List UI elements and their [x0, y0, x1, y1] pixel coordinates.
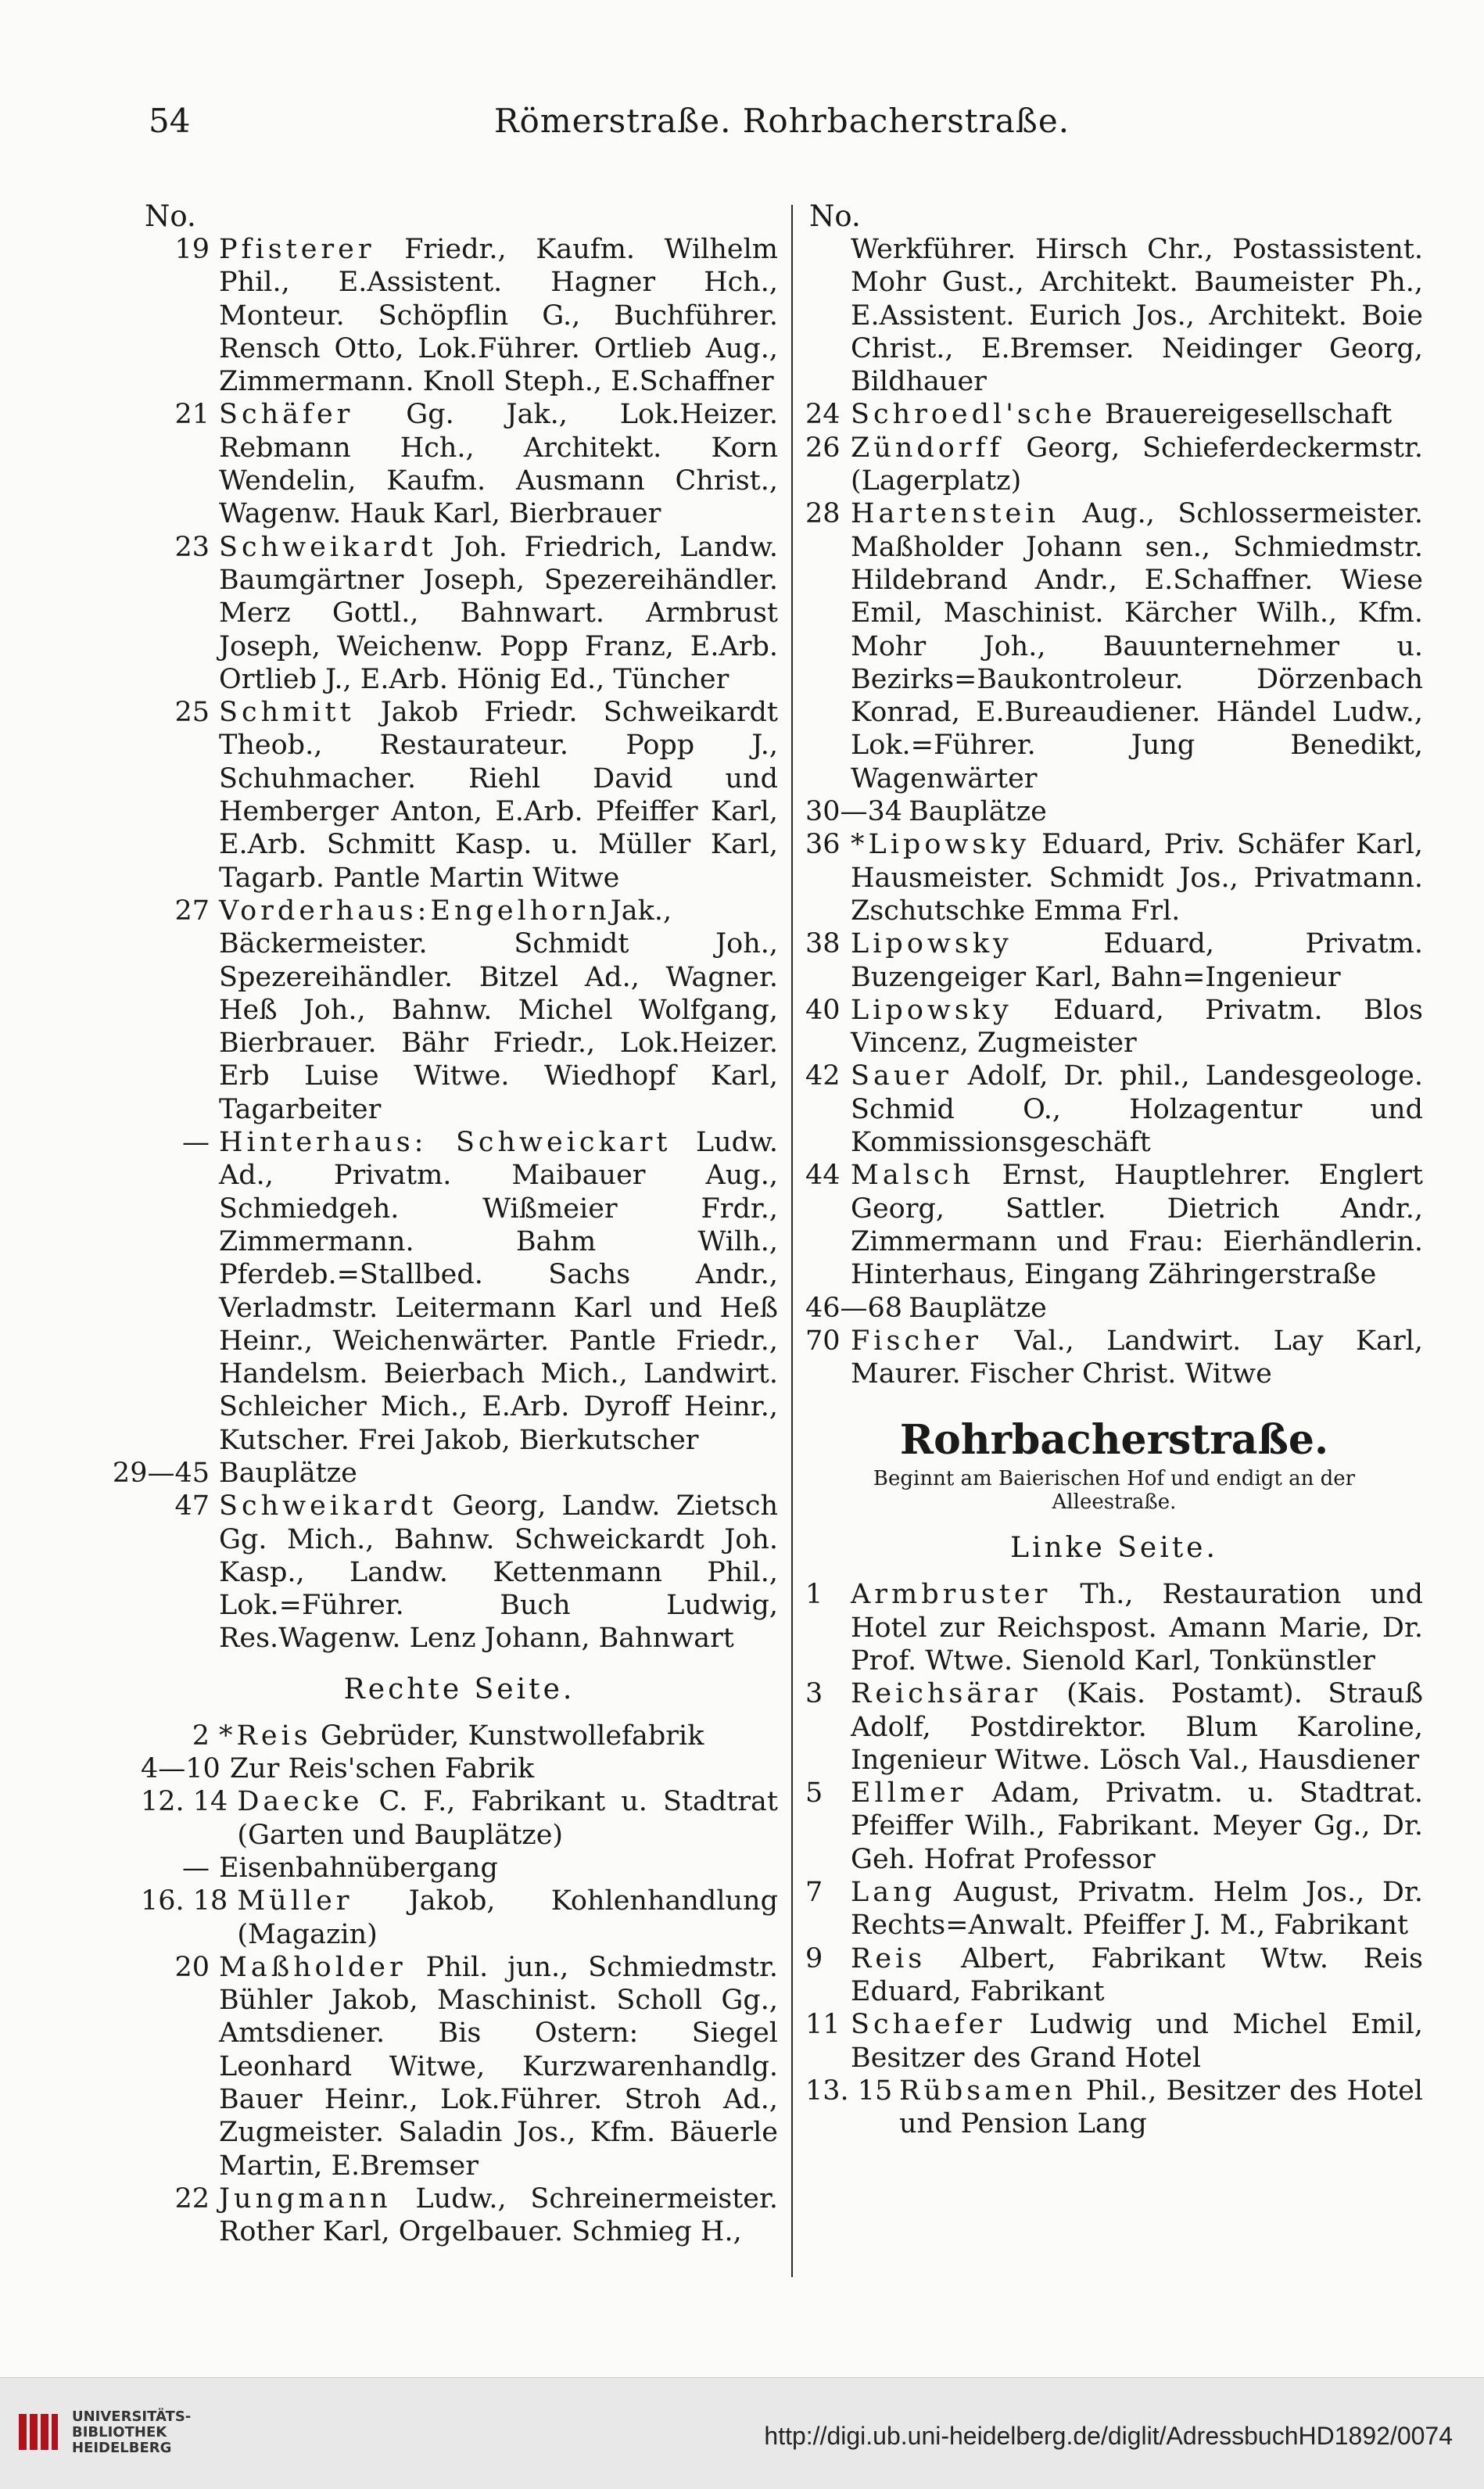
entry-occupants: Bauplätze: [219, 1457, 357, 1489]
entry-lead-name: Sauer: [851, 1060, 952, 1092]
entry-text: [851, 1325, 1423, 1391]
entry-lead-name: *Reis: [219, 1720, 312, 1752]
entry-occupants: Georg, Landw. Zietsch Gg. Mich., Bahnw. Schweickardt Joh. Kasp., Landw. Kettenmann Phil., Lok.=Führer. Buch Ludwig, Res.Wagenw. Lenz Johann, Bahnwart: [219, 1490, 778, 1655]
entry-occupants: Eduard, Privatm. Buzengeiger Karl, Bahn=Ingenieur: [851, 928, 1423, 993]
address-entry: [805, 828, 1423, 927]
address-entry: [805, 994, 1423, 1060]
entry-text: [851, 1677, 1423, 1777]
entry-occupants: Werkführer. Hirsch Chr., Postassistent. Mohr Gust., Architekt. Baumeister Ph., E.Assistent. Eurich Jos., Architekt. Boie Christ., E.Bremser. Neidinger Georg, Bildhauer: [851, 234, 1423, 398]
house-number: 4—10: [141, 1753, 220, 1785]
address-entry: [141, 895, 778, 1126]
entry-text: [219, 1951, 778, 2182]
entry-text: [219, 2182, 778, 2249]
address-entry: [141, 1785, 778, 1852]
entry-text: [851, 1876, 1423, 1942]
entry-occupants: Adam, Privatm. u. Stadtrat. Pfeiffer Wilh., Fabrikant. Meyer Gg., Dr. Geh. Hofrat Professor: [851, 1777, 1423, 1875]
house-number: 13. 15: [805, 2075, 893, 2107]
entry-lead-name: Hartenstein: [851, 498, 1059, 530]
house-number: 5: [805, 1777, 823, 1809]
house-number: 2: [192, 1720, 210, 1752]
entry-lead-name: Jungmann: [219, 2182, 392, 2215]
address-entry: [805, 795, 1423, 828]
entry-text: [219, 895, 778, 1126]
entry-text: [851, 1777, 1423, 1876]
house-number: 44: [805, 1160, 841, 1192]
entry-text: [219, 1490, 778, 1655]
address-entry: [141, 531, 778, 696]
house-number: —: [182, 1127, 210, 1159]
entry-list: [805, 1578, 1423, 2140]
entry-lead-name: Müller: [237, 1885, 353, 1917]
address-entry: [805, 1942, 1423, 2009]
house-number: 36: [805, 829, 841, 861]
entry-lead-name: Schaefer: [851, 2009, 1006, 2041]
entry-text: [851, 1060, 1423, 1159]
page-number: 54: [149, 102, 191, 140]
entry-list: [805, 233, 1423, 1390]
entry-text: [219, 531, 778, 696]
entry-lead-name: Schmitt: [219, 697, 355, 729]
entry-occupants: Gebrüder, Kunstwollefabrik: [311, 1720, 704, 1752]
house-number: 16. 18: [141, 1885, 228, 1917]
entry-occupants: Ludwig und Michel Emil, Besitzer des Grand Hotel: [851, 2009, 1423, 2074]
entry-occupants: Albert, Fabrikant Wtw. Reis Eduard, Fabrikant: [851, 1942, 1423, 2007]
house-number: 25: [174, 697, 210, 729]
footer-bar: [0, 2377, 1484, 2489]
address-entry: [805, 1060, 1423, 1159]
entry-lead-name: Reis: [851, 1942, 927, 1974]
address-entry: [805, 1159, 1423, 1291]
house-number: 40: [805, 994, 841, 1026]
entry-occupants: (Kais. Postamt). Strauß Adolf, Postdirektor. Blum Karoline, Ingenieur Witwe. Lösch Val., Hausdiener: [851, 1678, 1423, 1776]
side-heading-rechte-seite: Rechte Seite.: [343, 1673, 575, 1705]
entry-occupants: Eduard, Privatm. Blos Vincenz, Zugmeister: [851, 994, 1423, 1060]
entry-occupants: Adolf, Dr. phil., Landesgeologe. Schmid O., Holzagentur und Kommissionsgeschäft: [851, 1060, 1423, 1159]
address-entry: [805, 2075, 1423, 2141]
entry-text: [219, 1457, 778, 1490]
entry-occupants: Jakob, Kohlenhandlung (Magazin): [237, 1885, 778, 1950]
source-url-link[interactable]: http://digi.ub.uni-heidelberg.de/diglit/AdressbuchHD1892/0074: [764, 2422, 1453, 2450]
entry-text: [851, 2008, 1423, 2075]
entry-list: [141, 1720, 778, 2249]
entry-occupants: Bauplätze: [909, 796, 1047, 828]
entry-lead-name: Maßholder: [219, 1951, 407, 1983]
entry-occupants: Brauereigesellschaft: [1095, 399, 1393, 431]
entry-list: [112, 233, 778, 1655]
entry-occupants: Ludw. Ad., Privatm. Maibauer Aug., Schmiedgeh. Wißmeier Frdr., Zimmermann. Bahm Wilh., Pferdeb.=Stallbed. Sachs Andr., Verladmstr. Leitermann Karl und Heß Heinr., Weichenwärter. Pantle Friedr., Handelsm. Beierbach Mich., Landwirt. Schleicher Mich., E.Arb. Dyroff Heinr., Kutscher. Frei Jakob, Bierkutscher: [219, 1127, 778, 1456]
entry-text: [851, 432, 1423, 498]
address-entry: [805, 1876, 1423, 1942]
entry-lead-name: Hinterhaus: Schweickart: [219, 1127, 672, 1159]
house-number: 9: [805, 1942, 823, 1974]
running-title: Römerstraße. Rohrbacherstraße.: [493, 102, 1070, 140]
entry-lead-name: Lipowsky: [851, 928, 1013, 960]
entry-lead-name: Lang: [851, 1877, 937, 1909]
column-divider: [791, 205, 793, 2277]
entry-text: [230, 1752, 778, 1785]
house-number: 47: [174, 1490, 210, 1522]
entry-occupants: Val., Landwirt. Lay Karl, Maurer. Fischer Christ. Witwe: [851, 1325, 1423, 1390]
house-number: 24: [805, 399, 841, 431]
entry-occupants: August, Privatm. Helm Jos., Dr. Rechts=Anwalt. Pfeiffer J. M., Fabrikant: [851, 1877, 1423, 1942]
address-entry: [805, 1677, 1423, 1777]
entry-text: [219, 696, 778, 895]
entry-occupants: Joh. Friedrich, Landw. Baumgärtner Joseph, Spezereihändler. Merz Gottl., Bahnwart. Armbrust Joseph, Weichenw. Popp Franz, E.Arb. Ortlieb J., E.Arb. Hönig Ed., Tüncher: [219, 531, 778, 695]
entry-text: [851, 1159, 1423, 1291]
address-entry: [805, 927, 1423, 994]
entry-occupants: Th., Restauration und Hotel zur Reichspost. Amann Marie, Dr. Prof. Wtwe. Sienold Karl, Tonkünstler: [851, 1579, 1423, 1677]
address-entry: [805, 432, 1423, 498]
column-no-label: No.: [145, 199, 196, 233]
house-number: 20: [174, 1951, 210, 1983]
university-library-logo-icon: [16, 2409, 61, 2455]
house-number: 1: [805, 1579, 823, 1611]
entry-text: [219, 1126, 778, 1457]
entry-occupants: Jakob Friedr. Schweikardt Theob., Restaurateur. Popp J., Schuhmacher. Riehl David und Hemberger Anton, E.Arb. Pfeiffer Karl, E.Arb. Schmitt Kasp. u. Müller Karl, Tagarb. Pantle Martin Witwe: [219, 697, 778, 894]
column-no-label: No.: [809, 199, 861, 233]
entry-lead-name: Fischer: [851, 1325, 983, 1357]
entry-text: [899, 2075, 1423, 2141]
entry-text: [909, 795, 1423, 828]
address-entry: [141, 1752, 778, 1785]
address-entry: [805, 1578, 1423, 1677]
house-number: 70: [805, 1325, 841, 1357]
house-number: —: [182, 1852, 210, 1884]
address-entry: [805, 233, 1423, 398]
address-entry: [805, 2008, 1423, 2075]
left-column: [112, 199, 778, 2249]
house-number: 42: [805, 1060, 841, 1092]
address-entry: [141, 1885, 778, 1951]
entry-text: [851, 497, 1423, 795]
entry-lead-name: Schweikardt: [219, 1490, 437, 1522]
address-entry: [141, 1126, 778, 1457]
house-number: 26: [805, 432, 841, 464]
entry-text: [851, 1942, 1423, 2009]
entry-lead-name: Ellmer: [851, 1777, 967, 1809]
street-heading: Rohrbacherstraße.: [899, 1416, 1329, 1465]
house-number: 7: [805, 1877, 823, 1909]
entry-text: [851, 233, 1423, 398]
entry-occupants: Gg. Jak., Lok.Heizer. Rebmann Hch., Architekt. Korn Wendelin, Kaufm. Ausmann Christ., Wagenw. Hauk Karl, Bierbrauer: [219, 399, 778, 530]
entry-occupants: Eduard, Priv. Schäfer Karl, Hausmeister. Schmidt Jos., Privatmann. Zschutschke Emma Frl.: [851, 829, 1423, 927]
entry-occupants: Phil. jun., Schmiedmstr. Bühler Jakob, Maschinist. Scholl Gg., Amtsdiener. Bis Ostern: Siegel Leonhard Witwe, Kurzwarenhandlg. Bauer Heinr., Lok.Führer. Stroh Ad., Zugmeister. Saladin Jos., Kfm. Bäuerle Martin, E.Bremser: [219, 1951, 778, 2182]
entry-occupants: C. F., Fabrikant u. Stadtrat (Garten und Bauplätze): [237, 1786, 778, 1851]
address-entry: [141, 1951, 778, 2182]
entry-lead-name: Reichsärar: [851, 1678, 1041, 1710]
address-entry: [141, 2182, 778, 2249]
house-number: 27: [174, 895, 210, 927]
entry-lead-name: Vorderhaus:Engelhorn: [219, 895, 611, 927]
entry-occupants: Jak., Bäckermeister. Schmidt Joh., Spezereihändler. Bitzel Ad., Wagner. Heß Joh., Bahnw. Michel Wolfgang, Bierbrauer. Bähr Friedr., Lok.Heizer. Erb Luise Witwe. Wiedhopf Karl, Tagarbeiter: [219, 895, 778, 1125]
address-entry: [805, 1777, 1423, 1876]
entry-occupants: Eisenbahnübergang: [219, 1852, 498, 1884]
street-note: Beginnt am Baierischen Hof und endigt an der Alleestraße.: [873, 1467, 1356, 1515]
address-entry: [141, 1720, 778, 1752]
entry-text: [909, 1292, 1423, 1325]
house-number: 28: [805, 498, 841, 530]
entry-lead-name: Pfisterer: [219, 234, 375, 265]
address-entry: [805, 1292, 1423, 1325]
entry-occupants: Bauplätze: [909, 1292, 1047, 1324]
entry-lead-name: Daecke: [237, 1786, 364, 1818]
entry-occupants: Phil., Besitzer des Hotel und Pension Lang: [899, 2075, 1423, 2140]
entry-text: [219, 398, 778, 530]
house-number: 46—68: [805, 1292, 903, 1324]
address-entry: [141, 398, 778, 530]
address-entry: [92, 1457, 778, 1490]
entry-text: [851, 927, 1423, 994]
house-number: 12. 14: [141, 1786, 228, 1818]
entry-text: [219, 1720, 778, 1752]
house-number: [805, 233, 851, 398]
house-number: 19: [174, 234, 210, 265]
house-number: 38: [805, 928, 841, 960]
house-number: 23: [174, 531, 210, 563]
entry-lead-name: Malsch: [851, 1160, 975, 1192]
house-number: 29—45: [112, 1457, 210, 1489]
entry-lead-name: Schweikardt: [219, 531, 437, 563]
entry-text: [237, 1885, 778, 1951]
address-entry: [141, 1852, 778, 1885]
address-entry: [805, 497, 1423, 795]
entry-text: [851, 994, 1423, 1060]
house-number: 3: [805, 1678, 823, 1710]
entry-text: [851, 828, 1423, 927]
entry-occupants: Ludw., Schreinermeister. Rother Karl, Orgelbauer. Schmieg H.,: [219, 2182, 778, 2248]
address-entry: [805, 398, 1423, 431]
house-number: 30—34: [805, 796, 903, 828]
right-column: [805, 199, 1423, 2140]
house-number: 11: [805, 2009, 841, 2041]
address-entry: [805, 1325, 1423, 1391]
entry-occupants: Ernst, Hauptlehrer. Englert Georg, Sattler. Dietrich Andr., Zimmermann und Frau: Eierhändlerin. Hinterhaus, Eingang Zähringerstraße: [851, 1160, 1423, 1291]
entry-occupants: Aug., Schlossermeister. Maßholder Johann sen., Schmiedmstr. Hildebrand Andr., E.Schaffner. Wiese Emil, Maschinist. Kärcher Wilh., Kfm. Mohr Joh., Bauunternehmer u. Bezirks=Baukontroleur. Dörzenbach Konrad, E.Bureaudiener. Händel Ludw., Lok.=Führer. Jung Benedikt, Wagenwärter: [851, 498, 1423, 794]
library-name: UNIVERSITÄTS- BIBLIOTHEK HEIDELBERG: [72, 2408, 192, 2456]
address-entry: [141, 233, 778, 398]
house-number: 22: [174, 2182, 210, 2215]
entry-lead-name: *Lipowsky: [851, 829, 1031, 861]
entry-text: [219, 1852, 778, 1885]
address-entry: [141, 696, 778, 895]
page-header: [149, 102, 1415, 164]
entry-lead-name: Rübsamen: [899, 2075, 1077, 2107]
entry-text: [219, 233, 778, 398]
entry-lead-name: Schroedl'sche: [851, 399, 1096, 431]
entry-lead-name: Armbruster: [851, 1579, 1052, 1611]
entry-text: [237, 1785, 778, 1852]
entry-occupants: Zur Reis'schen Fabrik: [229, 1753, 535, 1785]
entry-text: [851, 398, 1423, 431]
address-entry: [141, 1490, 778, 1655]
entry-occupants: Georg, Schieferdeckermstr. (Lagerplatz): [851, 432, 1423, 497]
entry-lead-name: Schäfer: [219, 399, 354, 431]
entry-lead-name: Lipowsky: [851, 994, 1013, 1026]
entry-occupants: Friedr., Kaufm. Wilhelm Phil., E.Assistent. Hagner Hch., Monteur. Schöpflin G., Buchführer. Rensch Otto, Lok.Führer. Ortlieb Aug., Zimmermann. Knoll Steph., E.Schaffner: [219, 234, 778, 398]
entry-lead-name: Zündorff: [851, 432, 1004, 464]
side-heading-linke-seite: Linke Seite.: [1010, 1532, 1218, 1565]
house-number: 21: [174, 399, 210, 431]
entry-text: [851, 1578, 1423, 1677]
